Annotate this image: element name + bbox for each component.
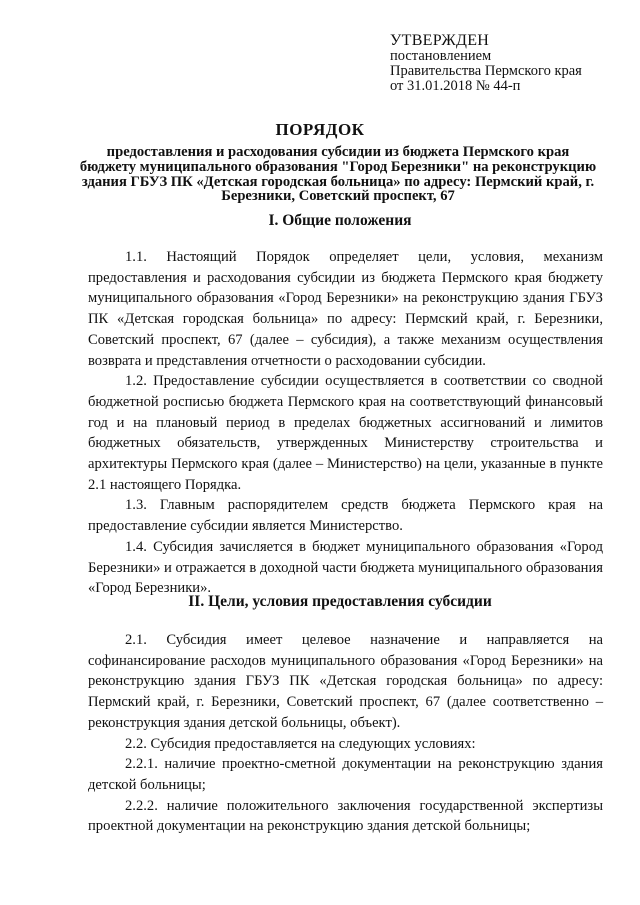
approval-line-2: Правительства Пермского края: [390, 63, 582, 79]
document-subtitle: предоставления и расходования субсидии из бюджета Пермского края бюджету муниципального образования "Город Березники" на реконструкцию здания ГБУЗ ПК «Детская городская больница» по адресу: Пермский край, г. Березники, Советский проспект, 67: [79, 144, 597, 205]
paragraph-2-2-2: 2.2.2. наличие положительного заключения государственной экспертизы проектной документации на реконструкцию здания детской больницы;: [88, 797, 603, 835]
document-title: ПОРЯДОК: [275, 120, 365, 139]
approval-line-1: постановлением: [390, 48, 492, 64]
approval-line-3: от 31.01.2018 № 44-п: [390, 78, 521, 94]
paragraph-1-4: 1.4. Субсидия зачисляется в бюджет муниципального образования «Город Березники» и отражается в доходной части бюджета муниципального образования «Город Березники».: [88, 538, 603, 597]
approval-heading: УТВЕРЖДЕН: [390, 32, 490, 49]
section-1-title: I. Общие положения: [268, 212, 412, 229]
paragraph-1-2: 1.2. Предоставление субсидии осуществляется в соответствии со сводной бюджетной росписью бюджета Пермского края на соответствующий финансовый год и на плановый период в пределах бюджетных ассигнований и лимитов бюджетных обязательств, утвержденных Министерству строительства и архитектуры Пермского края (далее – Министерство) на цели, указанные в пункте 2.1 настоящего Порядка.: [88, 373, 603, 493]
approval-stamp: [390, 32, 630, 94]
paragraph-1-1: 1.1. Настоящий Порядок определяет цели, условия, механизм предоставления и расходования субсидии из бюджета Пермского края бюджету муниципального образования «Город Березники» на реконструкцию здания ГБУЗ ПК «Детская городская больница» по адресу: Пермский край, г. Березники, Советский проспект, 67 (далее – субсидия), а также механизм осуществления возврата и представления отчетности о расходовании субсидии.: [88, 249, 603, 369]
section-1-body: [88, 247, 603, 599]
paragraph-2-2-1: 2.2.1. наличие проектно-сметной документации на реконструкцию здания детской больницы;: [88, 756, 603, 793]
section-2-body: [88, 630, 603, 837]
section-2-title: II. Цели, условия предоставления субсидии: [188, 593, 492, 610]
paragraph-2-1: 2.1. Субсидия имеет целевое назначение и направляется на софинансирование расходов муниципального образования «Город Березники» на реконструкцию здания ГБУЗ ПК «Детская городская больница» по адресу: Пермский край, г. Березники, Советский проспект, 67 (далее соответственно – реконструкция здания детской больницы, объект).: [88, 632, 603, 731]
paragraph-2-2: 2.2. Субсидия предоставляется на следующих условиях:: [125, 735, 476, 752]
paragraph-1-3: 1.3. Главным распорядителем средств бюджета Пермского края на предоставление субсидии является Министерство.: [88, 497, 603, 535]
